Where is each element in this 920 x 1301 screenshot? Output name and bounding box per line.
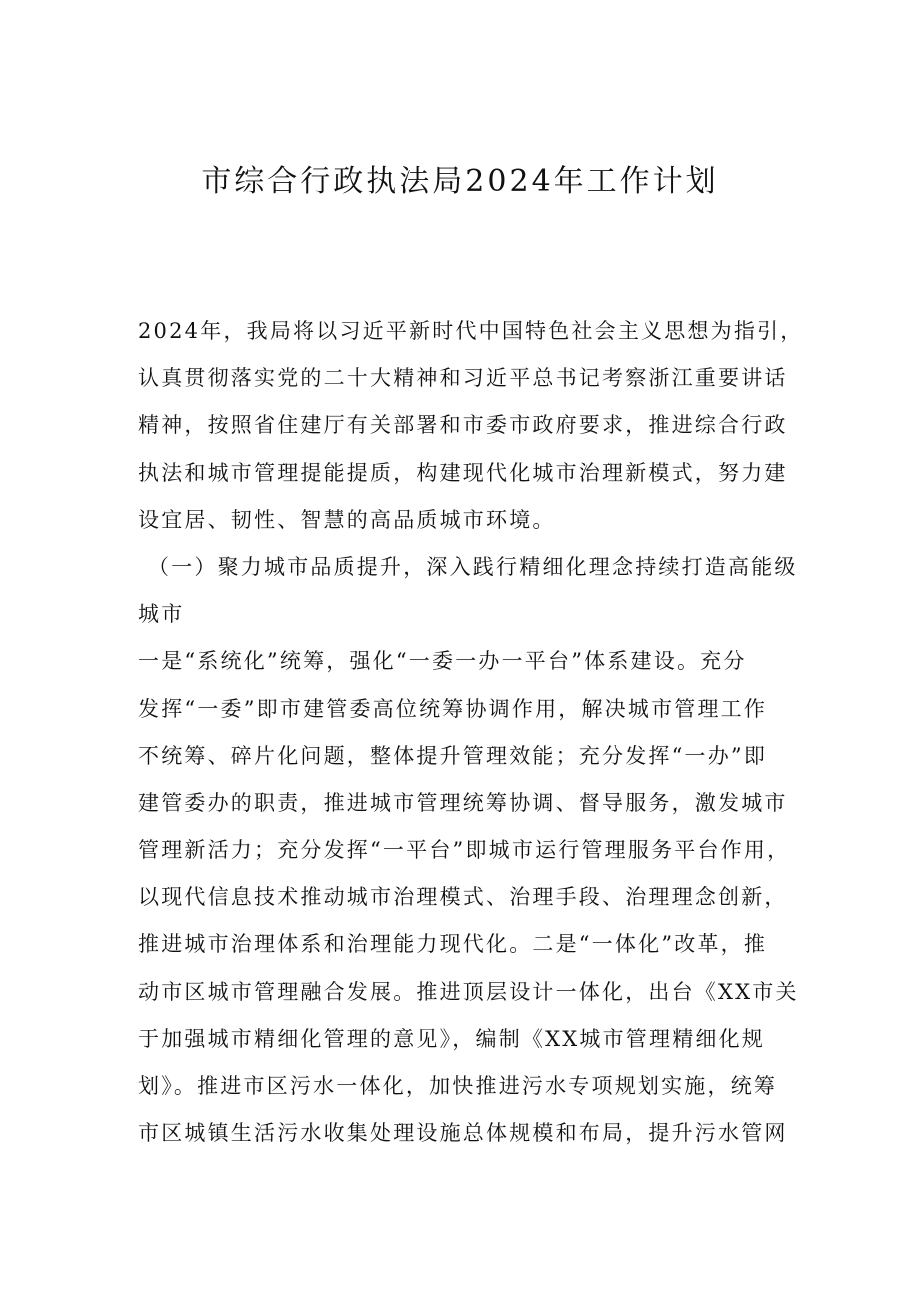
paragraph-line: 划》。推进市区污水一体化，加快推进污水专项规划实施，统筹 xyxy=(138,1074,778,1098)
paragraph-line: 一是“系统化”统筹，强化“一委一办一平台”体系建设。充分 xyxy=(138,649,747,674)
paragraph-line: 管理新活力；充分发挥“一平台”即城市运行管理服务平台作用， xyxy=(138,838,791,863)
paragraph-line: 执法和城市管理提能提质，构建现代化城市治理新模式，努力建 xyxy=(138,460,788,485)
section-heading-line: 城市 xyxy=(138,602,185,627)
paragraph-line: 市区城镇生活污水收集处理设施总体规模和布局，提升污水管网 xyxy=(138,1121,788,1146)
document-title: 市综合行政执法局2024年工作计划 xyxy=(201,164,719,199)
paragraph-line: 设宜居、韧性、智慧的高品质城市环境。 xyxy=(138,507,556,532)
paragraph-line: 于加强城市精细化管理的意见》，编制《XX城市管理精细化规 xyxy=(138,1026,765,1051)
paragraph-line: 2024年，我局将以习近平新时代中国特色社会主义思想为指引， xyxy=(138,319,804,343)
document-body xyxy=(138,308,818,1157)
paragraph-line: 以现代信息技术推动城市治理模式、治理手段、治理理念创新， xyxy=(138,885,788,910)
paragraph-line: 建管委办的职责，推进城市管理统筹协调、督导服务，激发城市 xyxy=(138,790,788,815)
section-heading-line: （一）聚力城市品质提升，深入践行精细化理念持续打造高能级 xyxy=(148,554,798,579)
paragraph-line: 发挥“一委”即市建管委高位统筹协调作用，解决城市管理工作 xyxy=(138,696,768,721)
paragraph-line: 认真贯彻落实党的二十大精神和习近平总书记考察浙江重要讲话 xyxy=(138,366,788,391)
paragraph-line: 动市区城市管理融合发展。推进顶层设计一体化，出台《XX市关 xyxy=(138,979,799,1004)
paragraph-line: 精神，按照省住建厅有关部署和市委市政府要求，推进综合行政 xyxy=(138,413,788,438)
paragraph-line: 不统筹、碎片化问题，整体提升管理效能；充分发挥“一办”即 xyxy=(138,743,768,768)
paragraph-line: 推进城市治理体系和治理能力现代化。二是“一体化”改革，推 xyxy=(138,932,768,957)
